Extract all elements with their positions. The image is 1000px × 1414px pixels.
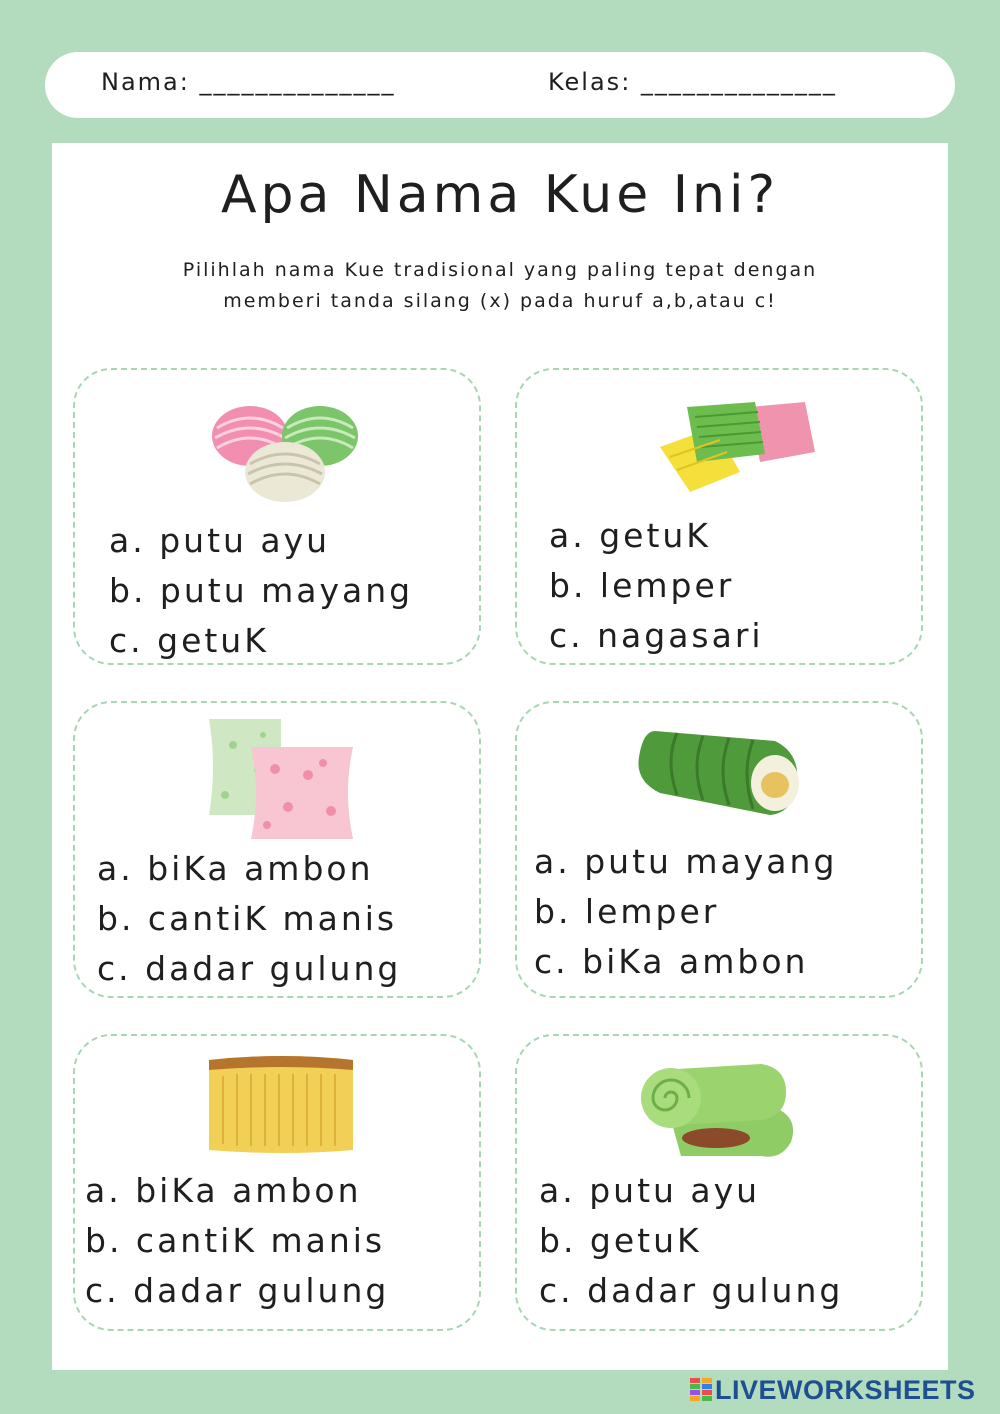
option-a[interactable]: a. putu mayang <box>534 842 838 881</box>
options-list <box>534 837 837 987</box>
name-field[interactable]: Nama: ______________ <box>101 68 396 96</box>
question-card-5 <box>73 1034 481 1331</box>
option-a[interactable]: a. getuK <box>549 516 711 555</box>
option-b[interactable]: b. getuK <box>539 1221 702 1260</box>
option-b[interactable]: b. cantiK manis <box>97 899 398 938</box>
option-a[interactable]: a. putu ayu <box>539 1171 761 1210</box>
question-card-3 <box>73 701 481 998</box>
bika-ambon-image <box>203 1052 359 1156</box>
option-c[interactable]: c. dadar gulung <box>97 949 402 988</box>
putu-mayang-image <box>205 388 365 506</box>
option-b[interactable]: b. lemper <box>534 892 720 931</box>
options-list <box>109 516 413 666</box>
option-c[interactable]: c. dadar gulung <box>539 1271 844 1310</box>
dadar-gulung-image <box>641 1060 801 1164</box>
option-b[interactable]: b. cantiK manis <box>85 1221 386 1260</box>
options-list <box>549 511 764 661</box>
lapis-cake-image <box>655 392 815 496</box>
question-card-2 <box>515 368 923 665</box>
question-card-1 <box>73 368 481 665</box>
liveworksheets-logo <box>690 1374 976 1406</box>
question-card-4 <box>515 701 923 998</box>
page-title: Apa Nama Kue Ini? <box>220 165 780 225</box>
options-list <box>85 1166 389 1316</box>
instructions: Pilihlah nama Kue tradisional yang paling tepat dengan memberi tanda silang (x) pada huruf a,b,atau c! <box>182 259 818 312</box>
option-c[interactable]: c. dadar gulung <box>85 1271 390 1310</box>
student-info-header <box>45 52 955 118</box>
option-a[interactable]: a. biKa ambon <box>85 1171 362 1210</box>
cantik-manis-image <box>203 715 363 843</box>
option-b[interactable]: b. lemper <box>549 566 735 605</box>
class-field[interactable]: Kelas: ______________ <box>548 68 837 96</box>
liveworksheets-icon <box>690 1378 712 1402</box>
question-card-6 <box>515 1034 923 1331</box>
option-b[interactable]: b. putu mayang <box>109 571 414 610</box>
option-c[interactable]: c. nagasari <box>549 616 764 655</box>
option-c[interactable]: c. getuK <box>109 621 269 660</box>
liveworksheets-logo-text: LIVEWORKSHEETS <box>715 1374 976 1405</box>
option-a[interactable]: a. biKa ambon <box>97 849 374 888</box>
option-c[interactable]: c. biKa ambon <box>534 942 809 981</box>
options-list <box>539 1166 843 1316</box>
options-list <box>97 844 401 994</box>
option-a[interactable]: a. putu ayu <box>109 521 331 560</box>
lemper-image <box>635 723 810 819</box>
